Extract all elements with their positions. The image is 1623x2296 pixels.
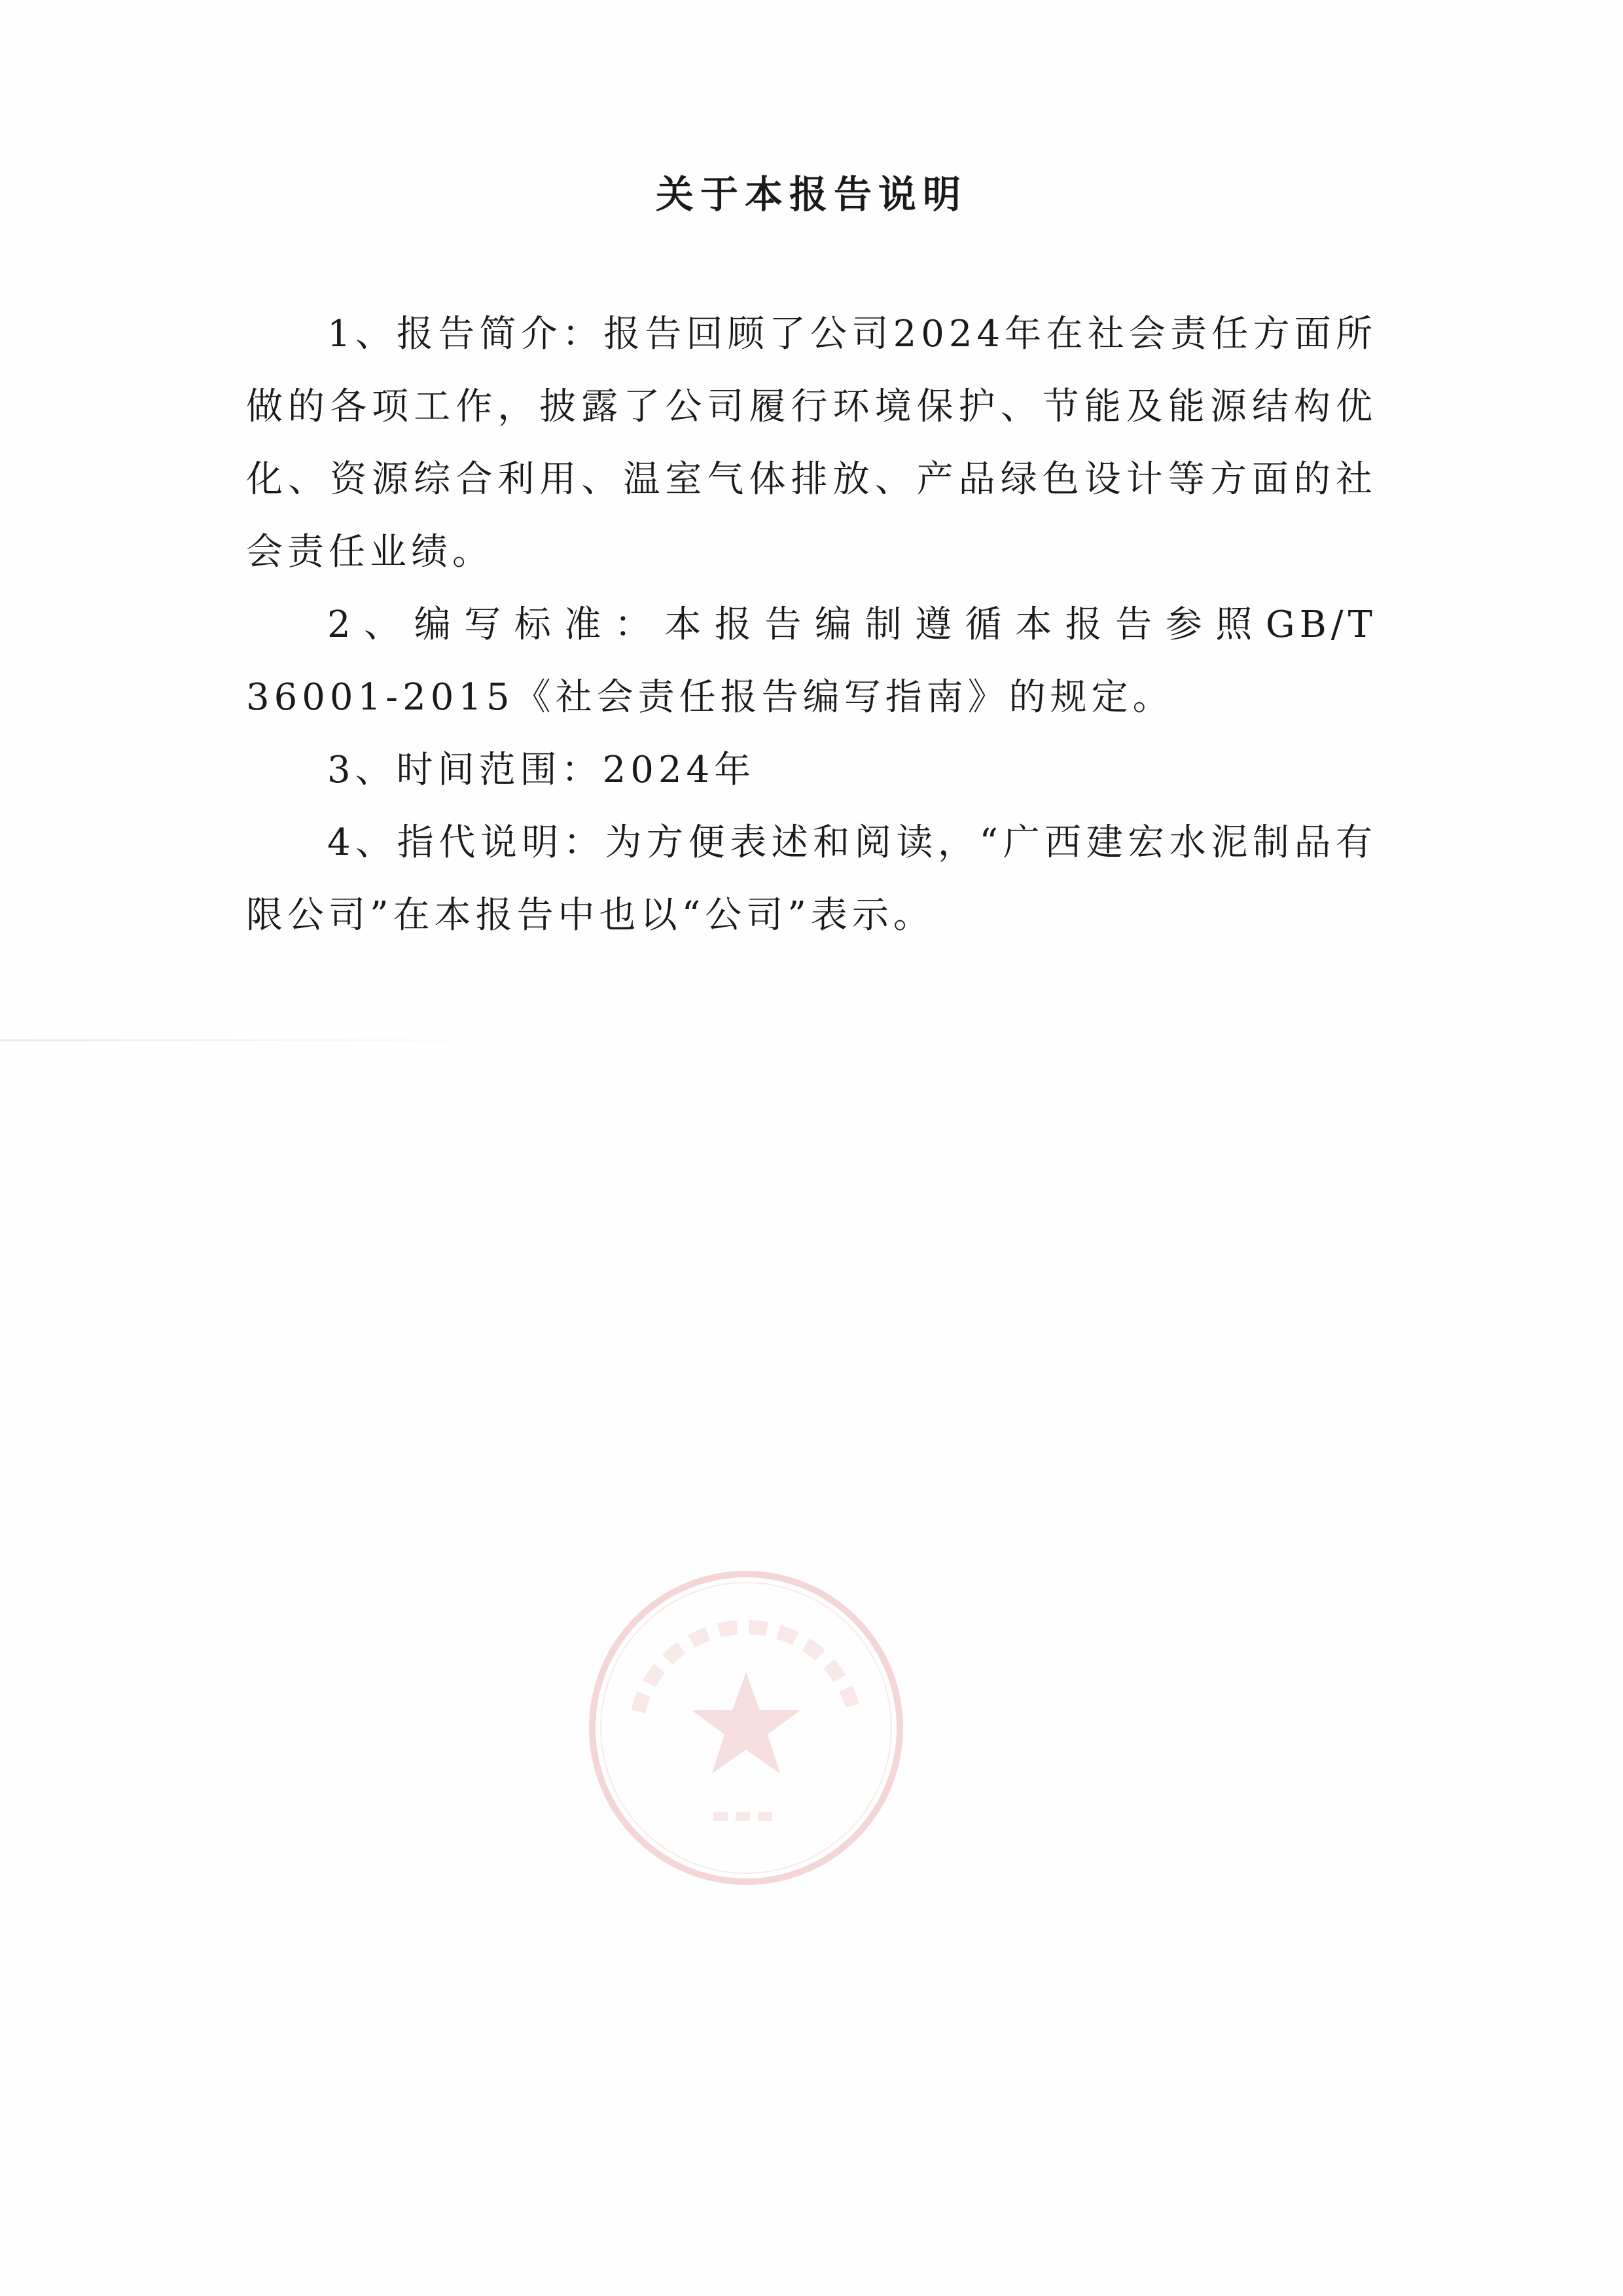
company-seal-icon xyxy=(579,1561,913,1895)
paragraph-reference-note: 4、指代说明：为方便表述和阅读，“广西建宏水泥制品有限公司”在本报告中也以“公司”表示。 xyxy=(246,821,1377,937)
page-title: 关于本报告说明 xyxy=(655,172,967,217)
paragraph-writing-standard: 2、编写标准：本报告编制遵循本报告参照GB/T 36001-2015《社会责任报告编写指南》的规定。 xyxy=(246,603,1377,719)
scan-artifact-line xyxy=(0,1039,537,1041)
document-body xyxy=(246,298,1377,952)
paragraph-report-intro: 1、报告简介：报告回顾了公司2024年在社会责任方面所做的各项工作，披露了公司履行环境保护、节能及能源结构优化、资源综合利用、温室气体排放、产品绿色设计等方面的社会责任业绩。 xyxy=(246,313,1377,573)
paragraph-time-range: 3、时间范围：2024年 xyxy=(327,749,756,791)
